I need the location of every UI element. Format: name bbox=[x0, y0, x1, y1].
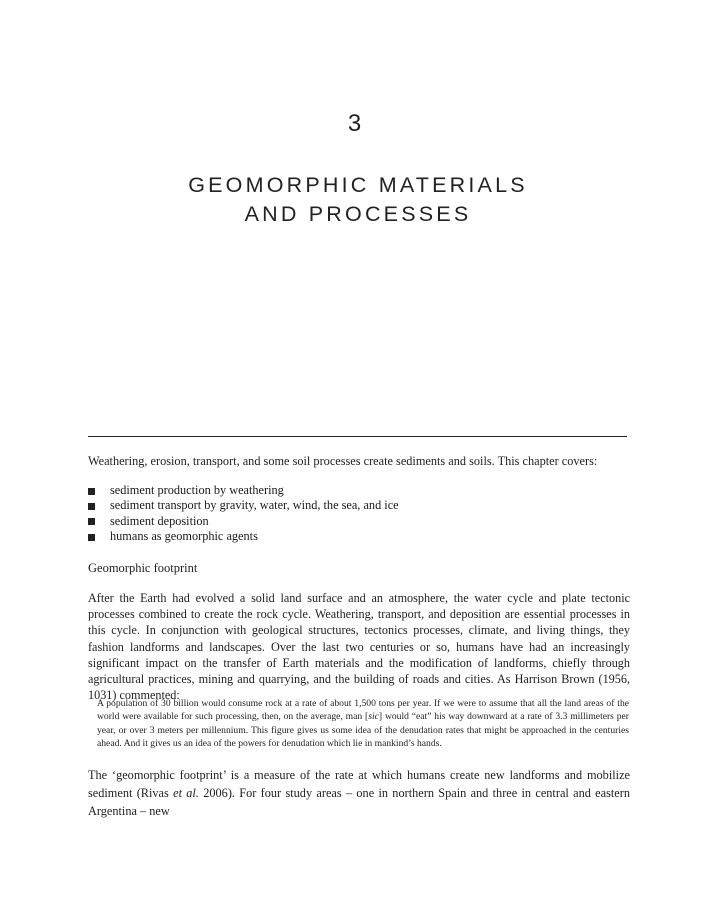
list-item-text: sediment transport by gravity, water, wind, the sea, and ice bbox=[110, 498, 399, 513]
square-bullet-icon bbox=[88, 518, 95, 525]
list-item-text: sediment production by weathering bbox=[110, 483, 284, 497]
list-item-text: sediment deposition bbox=[110, 513, 209, 528]
section-heading: Geomorphic footprint bbox=[88, 561, 198, 575]
list-item-text: humans as geomorphic agents bbox=[110, 529, 258, 544]
list-item bbox=[88, 514, 399, 529]
list-item bbox=[88, 483, 399, 498]
body-paragraph-1: After the Earth had evolved a solid land surface and an atmosphere, the water cycle and plate tectonic processes combined to create the rock cycle. Weathering, transport, and deposition are essential processes in this cycle. In conjunction with geological structures, tectonics processes, climate, and living things, they fashion landforms and landscapes. Over the last two centuries or so, humans have had an increasingly significant impact on the transfer of Earth materials and the modification of landforms, chiefly through agricultural practices, mining and quarrying, and the building of roads and cities. As Harrison Brown (1956, 1031) commented: bbox=[88, 591, 630, 703]
chapter-number: 3 bbox=[347, 110, 363, 137]
square-bullet-icon bbox=[88, 488, 95, 495]
square-bullet-icon bbox=[88, 534, 95, 541]
quote-sic: sic bbox=[368, 711, 379, 723]
list-item bbox=[88, 498, 399, 513]
et-al: et al. bbox=[173, 786, 199, 800]
chapter-divider bbox=[88, 436, 627, 437]
quote-text-part-1: A population of 30 billion would consume rock at a rate of about 1,500 tons per year. If we were to assume that all the land areas of the world were available for such processing, then, on the average, man [ bbox=[97, 698, 629, 723]
body-paragraph-2 bbox=[88, 766, 630, 820]
list-item bbox=[88, 529, 399, 544]
square-bullet-icon bbox=[88, 503, 95, 510]
block-quote bbox=[97, 697, 629, 751]
chapter-title-line-2: AND PROCESSES bbox=[244, 202, 472, 226]
chapter-title bbox=[0, 171, 710, 229]
quote-text-part-2: ] would “eat” his way downward at a rate of 3.3 millimeters per year, or over 3 meters per millennium. This figure gives us some idea of the denudation rates that might be approached in the centuries ahead. And it gives us an idea of the powers for denudation which lie in mankind’s hands. bbox=[97, 711, 630, 750]
chapter-title-line-1: GEOMORPHIC MATERIALS bbox=[188, 173, 528, 197]
chapter-topics-list bbox=[88, 483, 399, 545]
chapter-intro: Weathering, erosion, transport, and some soil processes create sediments and soils. This chapter covers: bbox=[88, 454, 598, 468]
paragraph-2-part-1: The ‘geomorphic footprint’ is a measure of the rate at which humans create new landforms and mobilize sediment (Rivas bbox=[88, 768, 630, 800]
paragraph-2-part-2: 2006). For four study areas – one in northern Spain and three in central and eastern Argentina – new bbox=[88, 786, 630, 818]
